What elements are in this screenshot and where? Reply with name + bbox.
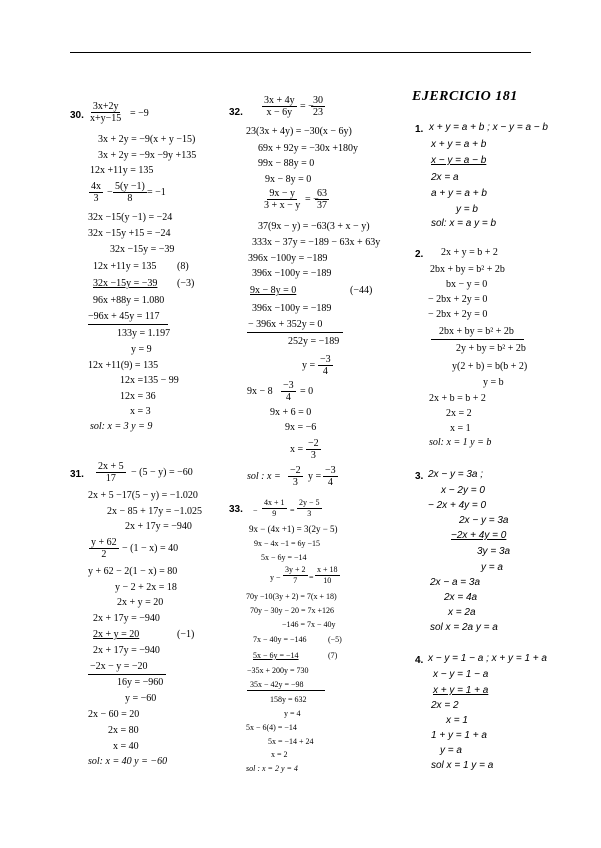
equation-tag: (−3) bbox=[177, 278, 195, 289]
fraction: $\frac{30}{23}$ bbox=[313, 95, 323, 118]
fraction: $\frac{4x}{3}$ bbox=[91, 181, 101, 204]
equation-line: 2x + y = 20 bbox=[117, 597, 164, 608]
problem-number: 4. bbox=[415, 655, 424, 666]
equation-line: 12x =135 − 99 bbox=[120, 375, 179, 386]
sum-bar bbox=[247, 332, 343, 333]
equation-line: x = 2a bbox=[448, 607, 476, 618]
solution: sol: x = a y = b bbox=[431, 218, 497, 229]
fraction: $\frac{y + 62}{2}$ bbox=[91, 537, 117, 560]
header-rule bbox=[70, 52, 531, 53]
solution-label: sol : x = bbox=[247, 471, 281, 482]
fraction: $\frac{4x + 1}{9}$ bbox=[264, 498, 285, 518]
equation-lhs: y = bbox=[302, 360, 316, 371]
equation-rhs: = −1 bbox=[147, 187, 166, 198]
equation-lhs: y − bbox=[270, 573, 281, 582]
equation-line: x + y = 1 + a bbox=[433, 685, 489, 696]
equation-line: 9x − 4x −1 = 6y −15 bbox=[254, 539, 321, 548]
equation-line: 2x = a bbox=[431, 172, 459, 183]
problem-number: 1. bbox=[415, 124, 424, 135]
equation-line: bx − y = 0 bbox=[446, 279, 488, 290]
exercise-title: EJERCICIO 181 bbox=[412, 89, 518, 104]
fraction: $\frac{2y - 5}{3}$ bbox=[299, 498, 320, 518]
equation-line: 12x = 36 bbox=[120, 391, 156, 402]
solution: sol: x = 1 y = b bbox=[429, 437, 492, 448]
fraction: $\frac{63}{37}$ bbox=[317, 188, 327, 211]
equation-line: −2x + 4y = 0 bbox=[451, 530, 507, 541]
fraction: $\frac{3y + 2}{7}$ bbox=[285, 565, 306, 585]
equation-line: y = a bbox=[440, 745, 462, 756]
equation-line: 2bx + by = b² + 2b bbox=[439, 326, 514, 337]
fraction: $\frac{-2}{3}$ bbox=[308, 438, 319, 461]
equation-line: 3x + 2y = −9(x + y −15) bbox=[98, 134, 196, 145]
operator: = − bbox=[300, 101, 314, 112]
equation-tag: (8) bbox=[177, 261, 189, 272]
equation-line: x + y = a + b bbox=[431, 139, 487, 150]
equation-rhs: = −9 bbox=[130, 108, 149, 119]
equation-line: y = 4 bbox=[284, 709, 301, 718]
equation-line: 2x = 2 bbox=[446, 408, 472, 419]
equation-rhs: = 0 bbox=[300, 386, 314, 397]
problem-number: 31. bbox=[70, 469, 84, 480]
fraction: $\frac{2x + 5}{17}$ bbox=[98, 461, 124, 484]
problem-number: 2. bbox=[415, 249, 424, 260]
solution: sol : x = 2 y = 4 bbox=[246, 764, 298, 773]
solution-label: y = bbox=[308, 471, 322, 482]
equation-line: 396x −100y = −189 bbox=[252, 268, 332, 279]
equation-line: 99x − 88y = 0 bbox=[258, 158, 315, 169]
equation-line: 158y = 632 bbox=[270, 695, 307, 704]
equation-line: 5x − 6y = −14 bbox=[253, 651, 299, 660]
equation-line: 12x +11y = 135 bbox=[93, 261, 157, 272]
fraction: $\frac{9x - y}{3 + x - y}$ bbox=[264, 188, 301, 211]
solution: sol: x = 3 y = 9 bbox=[90, 421, 153, 432]
equation-line: 2x = 4a bbox=[444, 592, 478, 603]
equation-line: 396x −100y = −189 bbox=[248, 253, 328, 264]
equation-line: 2x + 17y = −940 bbox=[93, 645, 160, 656]
equation-line: 2bx + by = b² + 2b bbox=[430, 264, 505, 275]
problem-number: 3. bbox=[415, 471, 424, 482]
equation-line: 32x −15(y −1) = −24 bbox=[88, 212, 173, 223]
solution: sol x = 2a y = a bbox=[430, 622, 498, 633]
equation-line: x = 1 bbox=[446, 715, 468, 726]
operator: = bbox=[309, 573, 314, 582]
equation-line: 2y + by = b² + 2b bbox=[456, 343, 526, 354]
equation-lhs: 9x − 8 bbox=[247, 386, 273, 397]
equation-line: 9x − 8y = 0 bbox=[250, 285, 297, 296]
equation-line: 2x − y = 3a ; bbox=[428, 469, 484, 480]
equation-line: 2x − 85 + 17y = −1.025 bbox=[107, 506, 203, 517]
equation-line: 96x +88y = 1.080 bbox=[93, 295, 165, 306]
equation-line: y − 2 + 2x = 18 bbox=[115, 582, 177, 593]
equation-line: y(2 + b) = b(b + 2) bbox=[452, 361, 528, 372]
equation-line: 2x = 2 bbox=[431, 700, 459, 711]
equation-line: 2x + 17y = −940 bbox=[125, 521, 192, 532]
solution: sol: x = 40 y = −60 bbox=[88, 756, 168, 767]
equation-line: 252y = −189 bbox=[288, 336, 340, 347]
operator: − bbox=[107, 187, 113, 198]
fraction: $\frac{5(y -1)}{8}$ bbox=[115, 181, 145, 204]
fraction: $\frac{3x+2y}{x+y-15}$ bbox=[90, 101, 122, 124]
equation-line: 396x −100y = −189 bbox=[252, 303, 332, 314]
equation-line: − 2bx + 2y = 0 bbox=[428, 294, 488, 305]
equation-line: 7x − 40y = −146 bbox=[253, 635, 307, 644]
equation-line: 2x − a = 3a bbox=[430, 577, 481, 588]
equation-line: 32x −15y +15 = −24 bbox=[88, 228, 171, 239]
equation-line: 3y = 3a bbox=[477, 546, 511, 557]
equation-line: 9x = −6 bbox=[285, 422, 317, 433]
equation-line: − 2x + 4y = 0 bbox=[428, 500, 487, 511]
operator: − bbox=[253, 506, 258, 515]
equation-line: x = 1 bbox=[450, 423, 471, 434]
equation-line: − 396x + 352y = 0 bbox=[248, 319, 323, 330]
equation-line: 1 + y = 1 + a bbox=[431, 730, 487, 741]
equation-line: 5x = −14 + 24 bbox=[268, 737, 314, 746]
equation-line: a + y = a + b bbox=[431, 188, 487, 199]
equation-line: 69x + 92y = −30x +180y bbox=[258, 143, 359, 154]
equation-line: x + y = a + b ; x − y = a − b bbox=[429, 122, 548, 133]
fraction: $\frac{-2}{3}$ bbox=[290, 465, 301, 488]
equation-line: −35x + 200y = 730 bbox=[247, 666, 309, 675]
fraction: $\frac{-3}{4}$ bbox=[325, 465, 336, 488]
fraction: $\frac{3x + 4y}{x - 6y}$ bbox=[264, 95, 295, 118]
equation-line: 23(3x + 4y) = −30(x − 6y) bbox=[246, 126, 352, 137]
equation-line: y = a bbox=[481, 562, 503, 573]
sum-bar bbox=[431, 339, 524, 340]
equation-tag: (−44) bbox=[350, 285, 373, 296]
equation-line: 32x −15y = −39 bbox=[110, 244, 175, 255]
equation-line: − 2bx + 2y = 0 bbox=[428, 309, 488, 320]
equation-line: 37(9x − y) = −63(3 + x − y) bbox=[258, 221, 370, 232]
equation-line: 2x − 60 = 20 bbox=[88, 709, 140, 720]
sum-bar bbox=[247, 690, 325, 691]
equation-line: x = 2 bbox=[271, 750, 288, 759]
equation-tag: (−1) bbox=[177, 629, 195, 640]
equation-line: −2x − y = −20 bbox=[90, 661, 148, 672]
equation-line: 2x + 17y = −940 bbox=[93, 613, 160, 624]
equation-line: 5x − 6y = −14 bbox=[261, 553, 307, 562]
equation-line: y = b bbox=[456, 204, 478, 215]
equation-line: 3x + 2y = −9x −9y +135 bbox=[98, 150, 197, 161]
equation-line: 2x + 5 −17(5 − y) = −1.020 bbox=[88, 490, 198, 501]
equation-line: x − y = a − b bbox=[431, 155, 487, 166]
equation-line: 333x − 37y = −189 − 63x + 63y bbox=[252, 237, 381, 248]
equation-line: 35x − 42y = −98 bbox=[250, 680, 304, 689]
solution: sol x = 1 y = a bbox=[431, 760, 494, 771]
problem-number: 32. bbox=[229, 107, 243, 118]
equation-line: −146 = 7x − 40y bbox=[282, 620, 336, 629]
equation-line: y = b bbox=[483, 377, 504, 388]
equation-line: 70y −10(3y + 2) = 7(x + 18) bbox=[246, 592, 337, 601]
sum-bar bbox=[88, 674, 166, 675]
fraction: $\frac{-3}{4}$ bbox=[320, 354, 331, 377]
equation-line: x = 40 bbox=[113, 741, 139, 752]
equation-line: 70y − 30y − 20 = 7x +126 bbox=[250, 606, 335, 615]
equation-line: 9x − 8y = 0 bbox=[265, 174, 312, 185]
equation-rest: − (1 − x) = 40 bbox=[122, 543, 179, 554]
equation-line: 2x − y = 3a bbox=[459, 515, 509, 526]
fraction: $\frac{x + 18}{10}$ bbox=[317, 565, 338, 585]
equation-lhs: x = bbox=[290, 444, 304, 455]
equation-line: 133y = 1.197 bbox=[117, 328, 171, 339]
equation-rest: − (5 − y) = −60 bbox=[131, 467, 193, 478]
equation-line: y = −60 bbox=[125, 693, 157, 704]
equation-tag: (7) bbox=[328, 651, 338, 660]
equation-line: y = 9 bbox=[131, 344, 152, 355]
equation-line: 12x +11(9) = 135 bbox=[88, 360, 159, 371]
operator: = − bbox=[305, 194, 319, 205]
equation-line: −96x + 45y = 117 bbox=[88, 311, 160, 322]
equation-line: 12x +11y = 135 bbox=[90, 165, 154, 176]
sum-bar bbox=[88, 324, 168, 325]
equation-line: 5x − 6(4) = −14 bbox=[246, 723, 297, 732]
equation-line: 16y = −960 bbox=[117, 677, 164, 688]
equation-line: 2x + y = b + 2 bbox=[441, 247, 498, 258]
equation-line: 32x −15y = −39 bbox=[93, 278, 158, 289]
equation-line: x − 2y = 0 bbox=[441, 485, 485, 496]
equation-line: 2x + b = b + 2 bbox=[429, 393, 486, 404]
fraction: $\frac{-3}{4}$ bbox=[283, 380, 294, 403]
equation-line: x − y = 1 − a bbox=[433, 669, 489, 680]
equation-line: 2x = 80 bbox=[108, 725, 139, 736]
equation-line: 9x − (4x +1) = 3(2y − 5) bbox=[249, 524, 338, 534]
problem-number: 30. bbox=[70, 110, 84, 121]
equation-line: y + 62 − 2(1 − x) = 80 bbox=[88, 566, 178, 577]
equation-line: 9x + 6 = 0 bbox=[270, 407, 312, 418]
operator: = bbox=[290, 506, 295, 515]
equation-tag: (−5) bbox=[328, 635, 342, 644]
equation-line: x = 3 bbox=[130, 406, 151, 417]
problem-number: 33. bbox=[229, 504, 243, 515]
equation-line: 2x + y = 20 bbox=[93, 629, 140, 640]
equation-line: x − y = 1 − a ; x + y = 1 + a bbox=[428, 653, 547, 664]
